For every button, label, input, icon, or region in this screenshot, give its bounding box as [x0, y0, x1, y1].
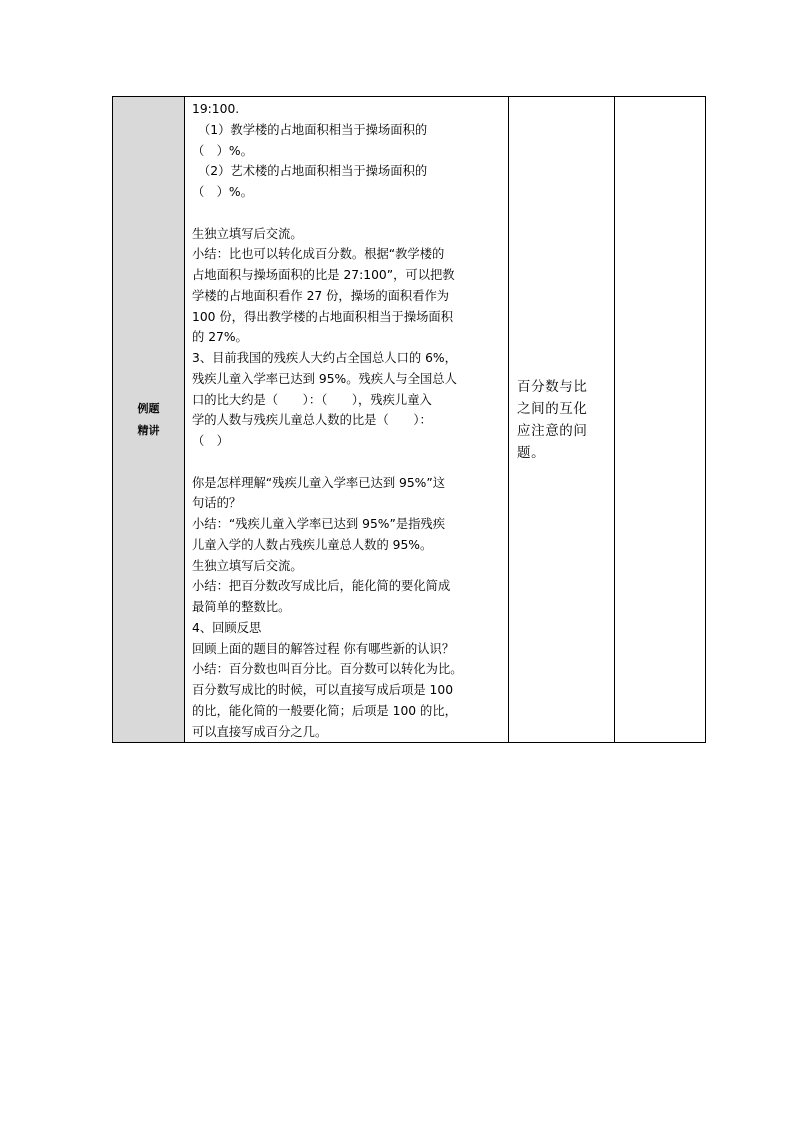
content-line: 生独立填写后交流。 — [192, 226, 303, 241]
content-line: 小结：百分数也叫百分比。百分数可以转化为比。 — [192, 662, 463, 677]
content-line: 小结：“残疾儿童入学率已达到 95%”是指残疾 — [192, 517, 446, 531]
lesson-plan-table — [112, 96, 706, 743]
design-intent-cell — [509, 97, 615, 743]
content-line: （ ） — [192, 434, 229, 448]
content-line: （1）教学楼的占地面积相当于操场面积的 — [198, 122, 428, 137]
teaching-content-cell — [185, 97, 509, 743]
blank-line — [192, 452, 503, 473]
content-line: （2）艺术楼的占地面积相当于操场面积的 — [198, 164, 428, 179]
content-line: 3、目前我国的残疾人大约占全国总人口的 6%， — [192, 351, 457, 365]
table-row — [113, 97, 706, 743]
content-line: 可以直接写成百分之几。 — [192, 724, 328, 739]
section-label-line-1: 例题 — [137, 401, 160, 415]
content-line: 口的比大约是（ ）：（ ），残疾儿童入 — [192, 392, 432, 407]
content-line: 最简单的整数比。 — [192, 600, 291, 614]
content-line: 生独立填写后交流。 — [192, 558, 303, 573]
content-line: 4、回顾反思 — [192, 620, 262, 635]
intent-line: 题。 — [517, 444, 546, 461]
blank-line — [192, 203, 503, 224]
intent-line: 之间的互化 — [517, 400, 588, 417]
content-line: 你是怎样理解“残疾儿童入学率已达到 95%”这 — [192, 475, 446, 490]
section-label-line-2: 精讲 — [137, 423, 160, 437]
content-line: 19:100. — [192, 102, 240, 116]
content-line: 学的人数与残疾儿童总人数的比是（ ）： — [192, 413, 432, 428]
note-cell — [615, 97, 706, 743]
content-line: 小结：比也可以转化成百分数。根据“教学楼的 — [192, 247, 445, 262]
content-line: 残疾儿童入学率已达到 95%。残疾人与全国总人 — [192, 371, 457, 386]
content-line: 占地面积与操场面积的比是 27:100”，可以把教 — [192, 268, 455, 282]
content-line: 儿童入学的人数占残疾儿童总人数的 95%。 — [192, 537, 433, 552]
content-line: （ ）%。 — [192, 143, 253, 158]
content-line: 回顾上面的题目的解答过程 你有哪些新的认识？ — [192, 641, 455, 656]
section-label-cell — [113, 97, 185, 743]
content-line: 学楼的占地面积看作 27 份，操场的面积看作为 — [192, 288, 450, 303]
content-line: 小结：把百分数改写成比后，能化简的要化简成 — [192, 579, 451, 594]
content-line: 句话的？ — [192, 496, 242, 511]
content-line: 的 27%。 — [192, 330, 248, 345]
content-line: 100 份，得出教学楼的占地面积相当于操场面积 — [192, 309, 454, 324]
intent-line: 百分数与比 — [517, 378, 588, 395]
content-line: （ ）%。 — [192, 185, 253, 199]
content-line: 百分数写成比的时候，可以直接写成后项是 100 — [192, 683, 454, 697]
content-line: 的比，能化简的一般要化简；后项是 100 的比， — [192, 703, 457, 718]
intent-line: 应注意的问 — [517, 422, 588, 439]
